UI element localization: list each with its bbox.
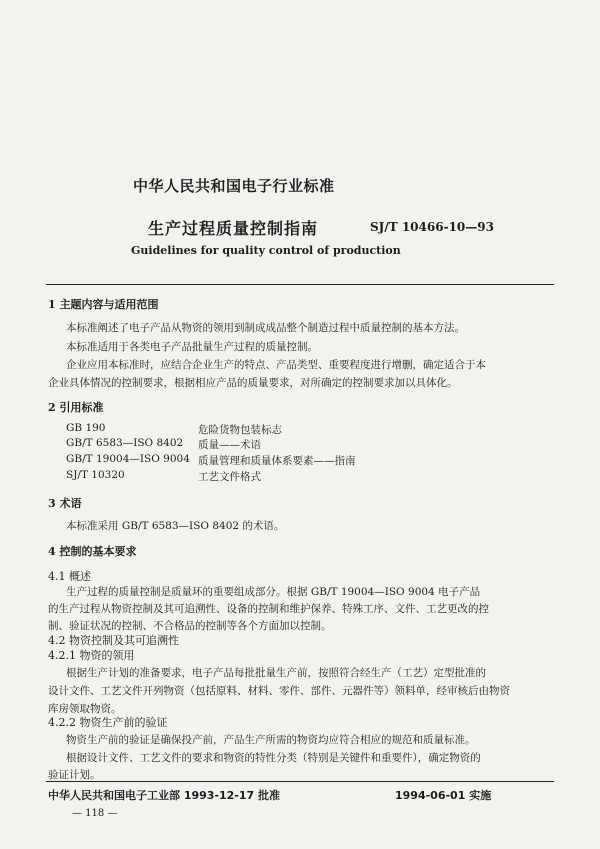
section-1-paragraph: 企业具体情况的控制要求，根据相应产品的质量要求，对所确定的控制要求加以具体化。 [48,377,458,389]
approval-line: 中华人民共和国电子工业部 1993-12-17 批准 [48,789,281,802]
subsection-4-1-paragraph: 的生产过程从物资控制及其可追溯性、设备的控制和维护保养、特殊工序、文件、工艺更改的控 [48,603,489,615]
reference-code: GB 190 [66,422,106,434]
section-2-heading: 2 引用标准 [48,401,104,414]
subsection-4-2-2-paragraph: 根据设计文件、工艺文件的要求和物资的特性分类（特别是关键件和重要件），确定物资的 [66,752,481,764]
reference-title: 工艺文件格式 [198,471,261,483]
standard-number: SJ/T 10466-10—93 [370,220,494,234]
reference-title: 质量管理和质量体系要素——指南 [198,455,356,467]
section-1-paragraph: 企业应用本标准时，应结合企业生产的特点、产品类型、重要程度进行增删，确定适合于本 [66,359,486,371]
section-1-heading: 1 主题内容与适用范围 [48,298,159,311]
reference-code: SJ/T 10320 [66,469,125,481]
subsection-4-2-1-paragraph: 库房领取物资。 [48,703,122,715]
subsection-4-2-1-paragraph: 根据生产计划的准备要求，电子产品每批批量生产前，按照符合经生产（工艺）定型批准的 [66,667,486,679]
section-3-heading: 3 术语 [48,497,82,510]
page-number: — 118 — [72,808,118,819]
subsection-4-1-paragraph: 生产过程的质量控制是质量环的重要组成部分。根据 GB/T 19004—ISO 9004 电子产品 [66,586,481,598]
section-1-paragraph: 本标准阐述了电子产品从物资的领用到制成成品整个制造过程中质量控制的基本方法。 [66,322,465,334]
english-title: Guidelines for quality control of production [131,244,401,257]
section-4-heading: 4 控制的基本要求 [48,545,137,558]
reference-title: 危险货物包装标志 [198,424,282,436]
standard-organization: 中华人民共和国电子行业标准 [133,177,335,195]
header-divider [46,284,554,285]
reference-code: GB/T 19004—ISO 9004 [66,453,190,465]
reference-code: GB/T 6583—ISO 8402 [66,437,184,449]
section-3-paragraph: 本标准采用 GB/T 6583—ISO 8402 的术语。 [66,520,285,532]
document-title: 生产过程质量控制指南 [148,219,319,238]
subsection-4-1-paragraph: 制、验证状况的控制、不合格品的控制等各个方面加以控制。 [48,620,332,632]
subsection-4-2-2-heading: 4.2.2 物资生产前的验证 [48,716,168,729]
subsection-4-2-2-paragraph: 物资生产前的验证是确保投产前，产品生产所需的物资均应符合相应的规范和质量标准。 [66,734,476,746]
subsection-4-2-1-heading: 4.2.1 物资的领用 [48,649,135,662]
subsection-4-2-heading: 4.2 物资控制及其可追溯性 [48,634,179,647]
subsection-4-2-1-paragraph: 设计文件、工艺文件开列物资（包括原料、材料、零件、部件、元器件等）领料单，经审核后由物资 [48,685,510,697]
section-1-paragraph: 本标准适用于各类电子产品批量生产过程的质量控制。 [66,341,318,353]
implementation-date: 1994-06-01 实施 [395,789,492,802]
footer-divider [46,781,554,782]
subsection-4-1-heading: 4.1 概述 [48,570,91,583]
subsection-4-2-2-paragraph: 验证计划。 [48,769,101,781]
reference-title: 质量——术语 [198,439,261,451]
